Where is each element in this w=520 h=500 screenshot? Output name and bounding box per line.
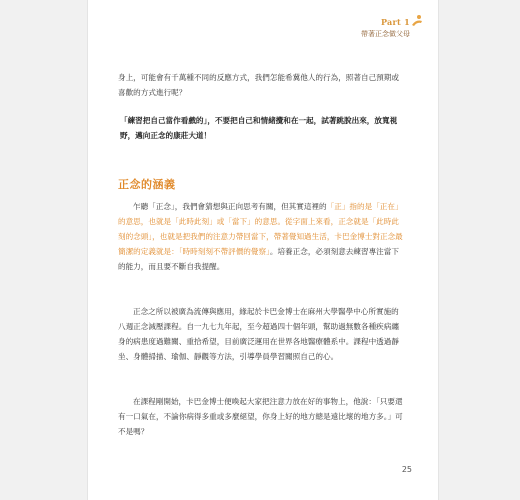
paragraph-4: 在課程剛開始，卡巴金博士便喚起大家把注意力放在好的事物上，他說：「只要還有一口氣在，不論你病得多重或多麼絕望，你身上好的地方總是遠比壞的地方多。」可不是嗎？ [118, 397, 403, 436]
figure-icon [410, 14, 424, 28]
paragraph-3: 正念之所以被廣為流傳與應用，緣起於卡巴金博士在麻州大學醫學中心所實施的八週正念減壓課程。自一九七九年起，至今超過四十個年頭，幫助過無數各種疾病纏身的病患度過難關、重拾希望，目前廣泛運用在世界各地醫療體系中。課程中透過靜坐、身體掃描、瑜伽、靜觀等方法，引導學員學習關照自己的心。 [118, 307, 399, 361]
page-number: 25 [401, 465, 412, 474]
section-title: 正念的涵義 [118, 178, 176, 191]
paragraph-2 [118, 199, 406, 274]
running-header [361, 17, 410, 39]
part-label: Part 1 [380, 17, 410, 27]
header-subtitle: 帶著正念做父母 [361, 30, 410, 38]
paragraph-1: 身上，可能會有千萬種不同的反應方式，我們怎能希冀他人的行為，照著自己預期或喜歡的方式進行呢？ [118, 73, 399, 97]
paragraph-2-text-b: 。培養正念，必須刻意去練習專注當下的能力，而且要不斷自我提醒。 [118, 247, 399, 271]
paragraph-2-text-a: 乍聽「正念」，我們會猜想與正向思考有關，但其實這裡的 [133, 202, 327, 211]
document-page [88, 0, 438, 500]
highlight-quote: 「練習把自己當作看戲的」，不要把自己和情緒攪和在一起，試著跳脫出來，放寬視野，邁向正念的康莊大道！ [120, 116, 398, 140]
paragraph-2-highlight: 「正」指的是「正在」的意思，也就是「此時此刻」或「當下」的意思。從字面上來看，正念就是「此時此刻的念頭」，也就是把我們的注意力帶回當下，帶著覺知過生活，卡巴金博士對正念最簡潔的定義就是：「時時刻刻不帶評價的覺察」 [118, 202, 403, 256]
